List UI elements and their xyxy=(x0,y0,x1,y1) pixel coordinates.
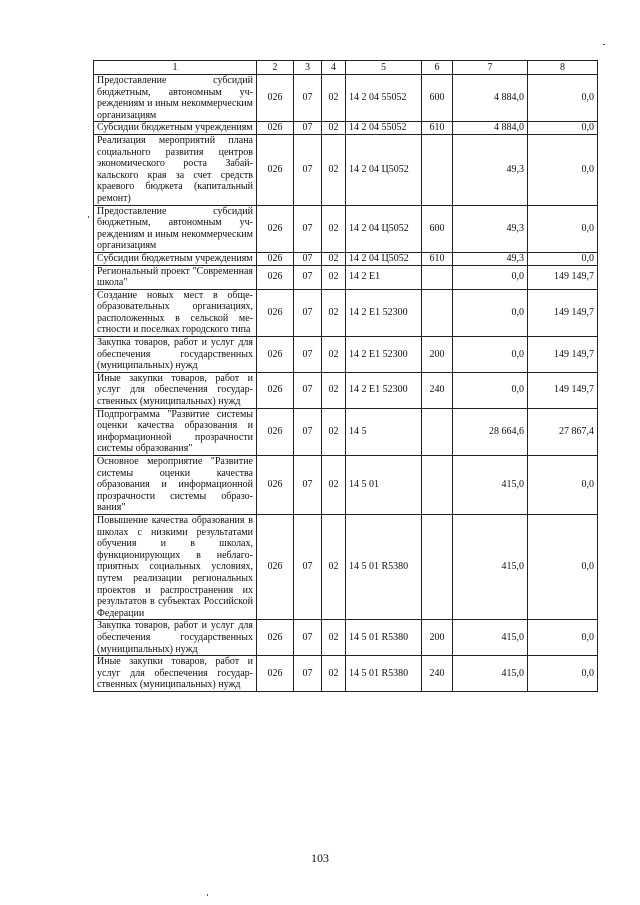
table-row xyxy=(94,122,598,135)
scan-speck xyxy=(207,894,208,896)
ministry-code-cell: 026 xyxy=(257,75,294,122)
row-name-cell: Субсидии бюджетным учреждениям xyxy=(94,252,257,265)
subsection-code-cell: 02 xyxy=(322,372,346,408)
amount-col7-cell: 28 664,6 xyxy=(453,408,528,455)
row-name-cell: Основное мероприятие "Развитие системы оценки качества образования и информационной прозрачности системы образования" xyxy=(94,456,257,515)
expense-type-cell: 610 xyxy=(422,252,453,265)
expense-type-cell: 240 xyxy=(422,656,453,692)
table-row xyxy=(94,456,598,515)
column-header: 6 xyxy=(422,61,453,75)
amount-col8-cell: 149 149,7 xyxy=(528,337,598,373)
ministry-code-cell: 026 xyxy=(257,265,294,289)
row-name-cell: Создание новых мест в общеобразовательных организациях, расположенных в сельской местности и поселках городского типа xyxy=(94,289,257,336)
target-article-cell: 14 5 01 R5380 xyxy=(346,620,422,656)
table-row xyxy=(94,514,598,619)
row-name-cell: Предоставление субсидий бюджетным, автономным учреждениям и иным некоммерческим организациям xyxy=(94,75,257,122)
table-row xyxy=(94,265,598,289)
amount-col8-cell: 27 867,4 xyxy=(528,408,598,455)
scan-speck xyxy=(88,216,89,218)
expense-type-cell: 200 xyxy=(422,337,453,373)
row-name-cell: Иные закупки товаров, работ и услуг для обеспечения государственных (муниципальных) нужд xyxy=(94,372,257,408)
target-article-cell: 14 5 xyxy=(346,408,422,455)
subsection-code-cell: 02 xyxy=(322,134,346,205)
table-row xyxy=(94,75,598,122)
amount-col7-cell: 0,0 xyxy=(453,337,528,373)
amount-col8-cell: 0,0 xyxy=(528,620,598,656)
subsection-code-cell: 02 xyxy=(322,205,346,252)
table-row xyxy=(94,620,598,656)
row-name-cell: Субсидии бюджетным учреждениям xyxy=(94,122,257,135)
ministry-code-cell: 026 xyxy=(257,289,294,336)
amount-col7-cell: 4 884,0 xyxy=(453,75,528,122)
subsection-code-cell: 02 xyxy=(322,75,346,122)
ministry-code-cell: 026 xyxy=(257,252,294,265)
column-header: 4 xyxy=(322,61,346,75)
amount-col8-cell: 0,0 xyxy=(528,122,598,135)
row-name-cell: Подпрограмма "Развитие системы оценки качества образования и информационной прозрачности системы образования" xyxy=(94,408,257,455)
subsection-code-cell: 02 xyxy=(322,514,346,619)
section-code-cell: 07 xyxy=(294,265,322,289)
target-article-cell: 14 2 E1 52300 xyxy=(346,372,422,408)
amount-col8-cell: 149 149,7 xyxy=(528,372,598,408)
amount-col7-cell: 0,0 xyxy=(453,265,528,289)
target-article-cell: 14 5 01 R5380 xyxy=(346,656,422,692)
amount-col8-cell: 0,0 xyxy=(528,252,598,265)
target-article-cell: 14 2 E1 52300 xyxy=(346,289,422,336)
ministry-code-cell: 026 xyxy=(257,408,294,455)
page-number: 103 xyxy=(311,851,329,865)
target-article-cell: 14 2 04 Ц5052 xyxy=(346,205,422,252)
table-row xyxy=(94,205,598,252)
section-code-cell: 07 xyxy=(294,75,322,122)
row-name-cell: Закупка товаров, работ и услуг для обеспечения государственных (муниципальных) нужд xyxy=(94,620,257,656)
subsection-code-cell: 02 xyxy=(322,656,346,692)
table-row xyxy=(94,372,598,408)
subsection-code-cell: 02 xyxy=(322,408,346,455)
section-code-cell: 07 xyxy=(294,289,322,336)
ministry-code-cell: 026 xyxy=(257,456,294,515)
amount-col8-cell: 0,0 xyxy=(528,514,598,619)
table-row xyxy=(94,252,598,265)
subsection-code-cell: 02 xyxy=(322,456,346,515)
amount-col8-cell: 0,0 xyxy=(528,205,598,252)
target-article-cell: 14 5 01 xyxy=(346,456,422,515)
ministry-code-cell: 026 xyxy=(257,134,294,205)
ministry-code-cell: 026 xyxy=(257,656,294,692)
section-code-cell: 07 xyxy=(294,456,322,515)
expense-type-cell xyxy=(422,408,453,455)
ministry-code-cell: 026 xyxy=(257,205,294,252)
section-code-cell: 07 xyxy=(294,205,322,252)
row-name-cell: Предоставление субсидий бюджетным, автономным учреждениям и иным некоммерческим организациям xyxy=(94,205,257,252)
table-row xyxy=(94,337,598,373)
section-code-cell: 07 xyxy=(294,122,322,135)
target-article-cell: 14 2 04 Ц5052 xyxy=(346,252,422,265)
subsection-code-cell: 02 xyxy=(322,289,346,336)
row-name-cell: Повышение качества образования в школах с низкими результатами обучения и в школах, функционирующих в неблагоприятных социальных условиях, путем реализации региональных проектов и распространения их результатов в субъектах Российской Федерации xyxy=(94,514,257,619)
expense-type-cell xyxy=(422,134,453,205)
column-header: 2 xyxy=(257,61,294,75)
ministry-code-cell: 026 xyxy=(257,337,294,373)
expense-type-cell: 600 xyxy=(422,75,453,122)
target-article-cell: 14 2 E1 52300 xyxy=(346,337,422,373)
subsection-code-cell: 02 xyxy=(322,620,346,656)
row-name-cell: Иные закупки товаров, работ и услуг для обеспечения государственных (муниципальных) нужд xyxy=(94,656,257,692)
expense-type-cell xyxy=(422,289,453,336)
expense-type-cell xyxy=(422,265,453,289)
table-row xyxy=(94,656,598,692)
expense-type-cell: 240 xyxy=(422,372,453,408)
amount-col8-cell: 149 149,7 xyxy=(528,289,598,336)
section-code-cell: 07 xyxy=(294,514,322,619)
section-code-cell: 07 xyxy=(294,134,322,205)
table-row xyxy=(94,289,598,336)
row-name-cell: Закупка товаров, работ и услуг для обеспечения государственных (муниципальных) нужд xyxy=(94,337,257,373)
column-header: 3 xyxy=(294,61,322,75)
section-code-cell: 07 xyxy=(294,408,322,455)
column-header: 7 xyxy=(453,61,528,75)
budget-table xyxy=(93,60,598,692)
subsection-code-cell: 02 xyxy=(322,337,346,373)
amount-col7-cell: 49,3 xyxy=(453,134,528,205)
expense-type-cell xyxy=(422,456,453,515)
section-code-cell: 07 xyxy=(294,620,322,656)
amount-col7-cell: 49,3 xyxy=(453,252,528,265)
expense-type-cell: 610 xyxy=(422,122,453,135)
amount-col7-cell: 49,3 xyxy=(453,205,528,252)
target-article-cell: 14 2 04 55052 xyxy=(346,122,422,135)
ministry-code-cell: 026 xyxy=(257,620,294,656)
table-row xyxy=(94,408,598,455)
target-article-cell: 14 2 04 55052 xyxy=(346,75,422,122)
section-code-cell: 07 xyxy=(294,656,322,692)
amount-col7-cell: 4 884,0 xyxy=(453,122,528,135)
amount-col7-cell: 0,0 xyxy=(453,289,528,336)
amount-col8-cell: 149 149,7 xyxy=(528,265,598,289)
amount-col7-cell: 415,0 xyxy=(453,456,528,515)
amount-col7-cell: 415,0 xyxy=(453,620,528,656)
expense-type-cell: 600 xyxy=(422,205,453,252)
amount-col7-cell: 415,0 xyxy=(453,656,528,692)
target-article-cell: 14 2 04 Ц5052 xyxy=(346,134,422,205)
table-row xyxy=(94,134,598,205)
amount-col8-cell: 0,0 xyxy=(528,456,598,515)
amount-col7-cell: 0,0 xyxy=(453,372,528,408)
section-code-cell: 07 xyxy=(294,252,322,265)
column-header: 1 xyxy=(94,61,257,75)
subsection-code-cell: 02 xyxy=(322,252,346,265)
column-header: 8 xyxy=(528,61,598,75)
amount-col8-cell: 0,0 xyxy=(528,75,598,122)
target-article-cell: 14 5 01 R5380 xyxy=(346,514,422,619)
ministry-code-cell: 026 xyxy=(257,122,294,135)
amount-col7-cell: 415,0 xyxy=(453,514,528,619)
subsection-code-cell: 02 xyxy=(322,122,346,135)
target-article-cell: 14 2 E1 xyxy=(346,265,422,289)
expense-type-cell: 200 xyxy=(422,620,453,656)
section-code-cell: 07 xyxy=(294,372,322,408)
scan-speck xyxy=(603,44,605,45)
row-name-cell: Региональный проект "Современная школа" xyxy=(94,265,257,289)
ministry-code-cell: 026 xyxy=(257,514,294,619)
section-code-cell: 07 xyxy=(294,337,322,373)
subsection-code-cell: 02 xyxy=(322,265,346,289)
column-header: 5 xyxy=(346,61,422,75)
header-row xyxy=(94,61,598,75)
amount-col8-cell: 0,0 xyxy=(528,656,598,692)
ministry-code-cell: 026 xyxy=(257,372,294,408)
expense-type-cell xyxy=(422,514,453,619)
row-name-cell: Реализация мероприятий плана социального развития центров экономического роста Забайкальского края за счет средств краевого бюджета (капитальный ремонт) xyxy=(94,134,257,205)
amount-col8-cell: 0,0 xyxy=(528,134,598,205)
